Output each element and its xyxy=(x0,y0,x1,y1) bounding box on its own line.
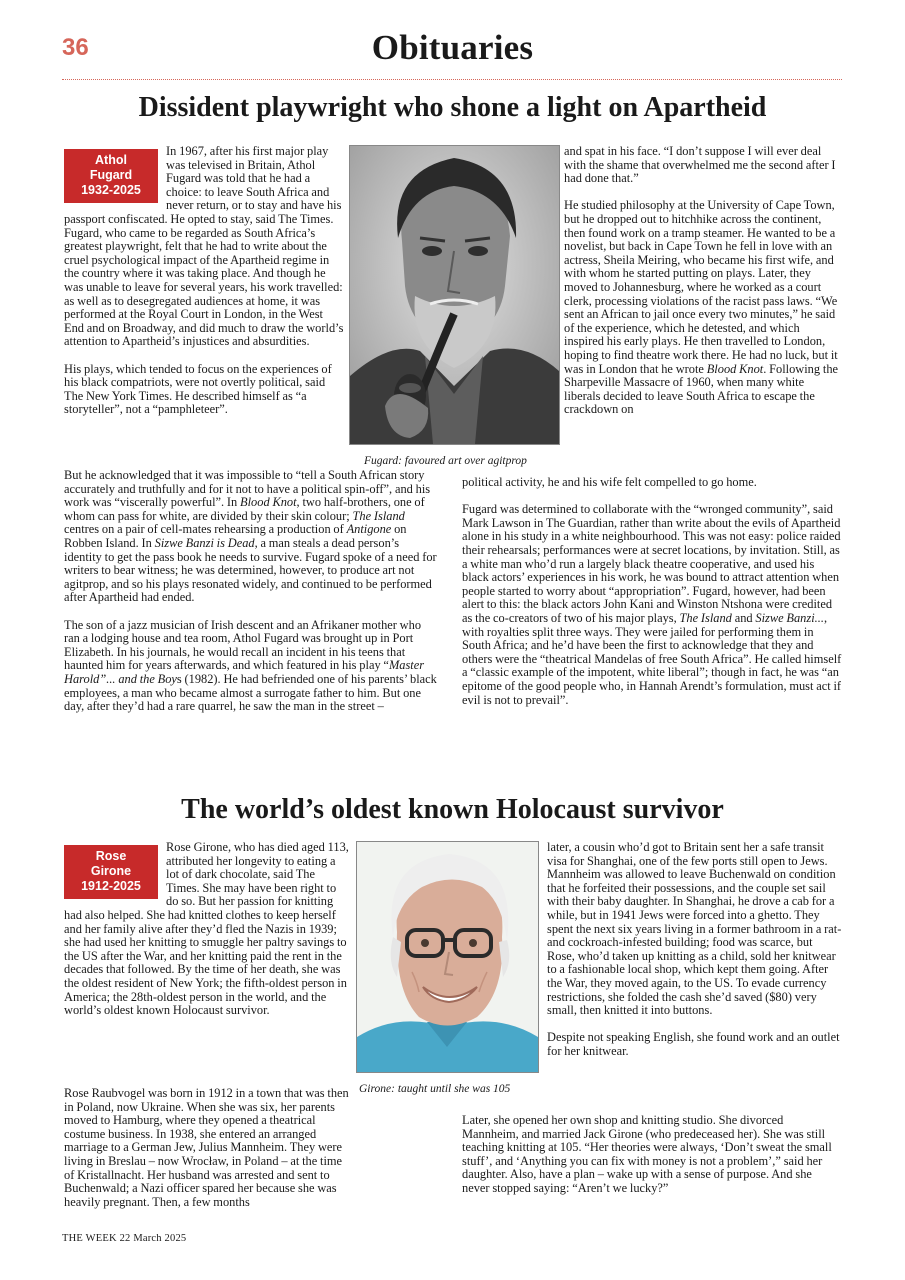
badge-first-name: Rose xyxy=(95,849,127,863)
article-1-col2-paragraph-3: Fugard was determined to collaborate with the “wronged community”, said Mark Lawson in The Guardian, rather than write about the evils of Apartheid alone in his study in a white neighbourhood. This was not easy: police raided their rehearsals; performances were at secret locations, by invitation. Still, as a white man who’d run a largely black theatre cooperative, and used his black actors’ experiences in his work, he was bound to attract attention when people started to worry about “appropriation”. Fugard, however, had been alert to this: the black actors John Kani and Winston Ntshona were credited as the co-creators of two of his major plays, The Island and Sizwe Banzi..., with royalties split three ways. They were jailed for performing them in South Africa; and he’d have been the first to acknowledge that they and others were the “theatrical Mandelas of free South Africa”. He called himself a “classic example of the impotent, white liberal”; though in fact, he was “an epitome of the good people who, in Hannah Arendt’s formulation, must act if evil is not to prevail”. xyxy=(462,502,842,707)
name-badge-girone xyxy=(64,845,158,899)
article-1-paragraph-2-rest: But he acknowledged that it was impossible to “tell a South African story accurately and truthfully and for it not to have a political spin-off”, and his work was “viscerally powerful”. In Blood Knot, two half-brothers, one of whom can pass for white, are divided by their skin colour; The Island centres on a pair of cell-mates rehearsing a production of Antigone on Robben Island. In Sizwe Banzi is Dead, a man steals a dead person’s identity to get the pass book he needs to survive. Fugard spoke of a need for writers to bear witness; he was determined, however, to produce art not agitprop, and so his plays resonated widely, and continued to be performed after Apartheid had ended. xyxy=(64,468,437,605)
article-1-col2-paragraph-2: He studied philosophy at the University of Cape Town, but he dropped out to hitchhike across the continent, then found work on a tramp steamer. He wanted to be a novelist, but back in Cape Town he fell in love with an actress, Sheila Meiring, who became his first wife, and with whom he started putting on plays. Later, they moved to Johannesburg, where he worked as a court clerk, processing violations of the racist pass laws. “We sent an African to jail once every two minutes,” he said of the experience, which he detested, and which inspired his early plays. He then travelled to London, hoping to find theatre work there. He had no luck, but it was in London that he wrote Blood Knot. Following the Sharpeville Massacre of 1960, when many white liberals decided to leave South Africa to escape the crackdown on xyxy=(564,198,839,417)
badge-years: 1912-2025 xyxy=(81,879,141,893)
article-1-paragraph-1: In 1967, after his first major play was televised in Britain, Athol Fugard was told that he had a choice: to leave South Africa and never return, or to stay and have his passport confiscated. He opted to stay, said The Times. Fugard, who came to be regarded as South Africa’s greatest playwright, felt that he had to write about the cruel psychological impact of the Apartheid regime in the country where it was taking place. And though he was unable to leave for several years, his work travelled: as well as to desegregated audiences at home, it was performed at the Royal Court in London, in the West End and on Broadway, and did much to draw the world’s attention to Apartheid’s injustices and absurdities. xyxy=(64,144,344,349)
page-number: 36 xyxy=(62,34,89,61)
girone-photo xyxy=(356,841,539,1073)
article-2-paragraph-2: Rose Raubvogel was born in 1912 in a town that was then in Poland, now Ukraine. When she was six, her parents moved to Hamburg, where they opened a theatrical costume business. In 1938, she entered an arranged marriage to a German Jew, Julius Mannheim. They were living in Breslau – now Wrocław, in Poland – at the time of Kristallnacht. Her husband was arrested and sent to Buchenwald; a Nazi officer spared her because she was heavily pregnant. Then, a few months xyxy=(64,1086,349,1209)
badge-years: 1932-2025 xyxy=(81,183,141,197)
article-2-col2-paragraph-1: later, a cousin who’d got to Britain sent her a safe transit visa for Shanghai, one of the few ports still open to Jews. Mannheim was allowed to leave Buchenwald on condition that he forfeited their possessions, and the couple set sail with their baby daughter. In Shanghai, he drove a cab for a while, but in 1941 Jews were forced into a ghetto. They spent the next six years living in a former bathroom in a rat- and cockroach-infested building; food was scarce, but Rose, who’d taken up knitting as a child, sold her knitwear to a fashionable local shop, which kept them going. After the War, they moved again, to the US. To evade currency restrictions, she folded the cash she’d saved ($80) very small, then knitted it into buttons. xyxy=(547,840,842,1018)
fugard-photo-caption: Fugard: favoured art over agitprop xyxy=(364,455,527,467)
article-1-right-top xyxy=(564,145,842,417)
section-rule xyxy=(62,79,842,80)
article-2-left-bottom xyxy=(64,1087,354,1209)
section-title: Obituaries xyxy=(371,28,534,67)
article-1-col2-paragraph-1: and spat in his face. “I don’t suppose I will ever deal with the shame that overwhelmed me the second after I had done that.” xyxy=(564,144,836,186)
article-2-col2-paragraph-2-rest: Later, she opened her own shop and knitting studio. She divorced Mannheim, and married Jack Girone (who predeceased her). She was still teaching knitting at 105. “Her theories were always, ‘Don’t sweat the small stuff’, and ‘Anything you can fix with money is not a problem’,” said her daughter. Also, have a plan – wake up with a sense of purpose. And she never stopped saying: “Aren’t we lucky?” xyxy=(462,1113,832,1195)
article-1-paragraph-2-start: His plays, which tended to focus on the experiences of his black compatriots, were not overtly political, said The New York Times. He described himself as “a storyteller”, not a “pamphleteer”. xyxy=(64,361,332,417)
badge-first-name: Athol xyxy=(95,153,127,167)
fugard-photo xyxy=(349,145,560,445)
girone-photo-caption: Girone: taught until she was 105 xyxy=(359,1083,511,1095)
article-1-right-full xyxy=(462,476,842,707)
article-1-col2-paragraph-2-end: political activity, he and his wife felt compelled to go home. xyxy=(462,475,757,489)
name-badge-fugard xyxy=(64,149,158,203)
article-1-left-top xyxy=(64,145,345,417)
badge-last-name: Girone xyxy=(90,864,132,878)
article-1-left-full xyxy=(64,469,439,714)
article-1-headline: Dissident playwright who shone a light on Apartheid xyxy=(138,92,767,123)
article-2-right-top xyxy=(547,841,842,1059)
article-2-right-full xyxy=(462,1114,842,1196)
article-2-headline: The world’s oldest known Holocaust survivor xyxy=(181,794,724,825)
badge-last-name: Fugard xyxy=(89,168,133,182)
article-2-paragraph-1: Rose Girone, who has died aged 113, attributed her longevity to eating a lot of dark chocolate, said The Times. She may have been right to do so. But her passion for knitting had also helped. She had knitted clothes to keep herself and her family alive after they’d fled the Nazis in 1939; she had used her knitting to smuggle her paltry savings to the US after the War, and her knitting paid the rent in the decades that followed. By the time of her death, she was the oldest resident of New York; the fifth-oldest person in America; the 28th-oldest person in the world, and the world’s oldest known Holocaust survivor. xyxy=(64,840,349,1018)
girone-portrait-image xyxy=(357,842,538,1072)
footer-issue-date: THE WEEK 22 March 2025 xyxy=(62,1233,187,1244)
article-1-paragraph-3: The son of a jazz musician of Irish descent and an Afrikaner mother who ran a lodging house and tea room, Athol Fugard was brought up in Port Elizabeth. In his journals, he would recall an incident in his teens that haunted him for years afterwards, and which featured in his play “Master Harold”... and the Boys (1982). He had befriended one of his parents’ black employees, a man who became almost a surrogate father to him. But one day, after they’d had a rare quarrel, he saw the man in the street – xyxy=(64,617,437,714)
article-2-left-top xyxy=(64,841,349,1018)
article-2-col2-paragraph-2-start: Despite not speaking English, she found work and an outlet for her knitwear. xyxy=(547,1030,840,1058)
fugard-portrait-image xyxy=(350,146,559,444)
